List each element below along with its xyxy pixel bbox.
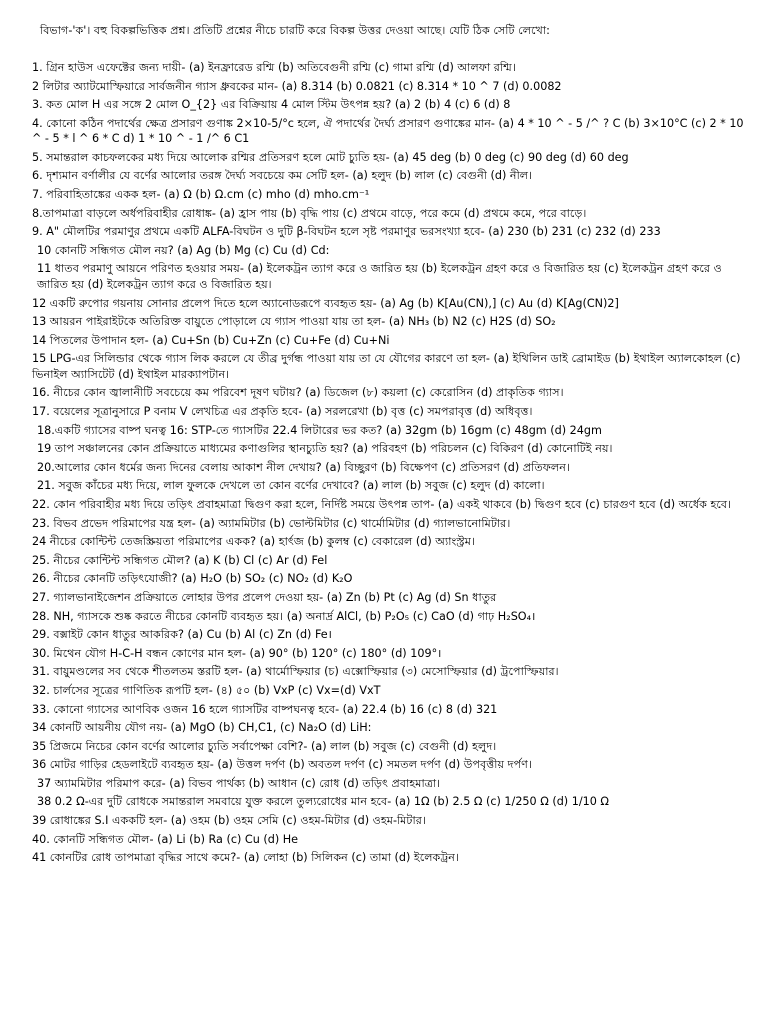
question-text: 26. নীচের কোনটি তড়িৎযোজী? (a) H₂O (b) SO₂ (c) NO₂ (d) K₂O xyxy=(32,572,353,586)
question-text: 21. সবুজ কাঁচের মধ্য দিয়ে, লাল ফুলকে দেখলে তা কোন বর্ণের দেখাবে? (a) লাল (b) সবুজ (c) হলুদ (d) কালো। xyxy=(37,479,545,493)
question-item xyxy=(32,646,754,662)
question-item xyxy=(32,794,754,810)
question-text: 34 কোনটি আয়নীয় যৌগ নয়- (a) MgO (b) CH,C1, (c) Na₂O (d) LiH: xyxy=(32,721,372,735)
question-item xyxy=(32,664,754,680)
question-text: 2 লিটার অ্যাটমোস্ফিয়ারে সার্বজনীন গ্যাস ধ্রুবকের মান- (a) 8.314 (b) 0.0821 (c) 8.314 * 10 ^ 7 (d) 0.0082 xyxy=(32,79,562,93)
question-text: 12 একটি রুপোর গয়নায় সোনার প্রলেপ দিতে হলে অ্যানোডরূপে ব্যবহৃত হয়- (a) Ag (b) K[Au(CN),] (c) Au (d) K[Ag(CN)2] xyxy=(32,296,619,310)
question-item xyxy=(32,206,754,222)
question-item xyxy=(32,739,754,755)
question-text: 17. বয়েলের সূত্রানুসারে P বনাম V লেখচিত্র এর প্রকৃতি হবে- (a) সরলরেখা (b) বৃত্ত (c) সমপরাবৃত্ত (d) অধিবৃত্ত। xyxy=(32,405,533,418)
question-text: 31. বায়ুমণ্ডলের সব থেকে শীতলতম স্তরটি হল- (a) থার্মোস্ফিয়ার (চ) এক্সোস্ফিয়ার (৩) মেসোস্ফিয়ার (d) ট্রপোস্ফিয়ার। xyxy=(32,665,559,679)
question-text: 28. NH, গ্যাসকে শুষ্ক করতে নীচের কোনটি ব্যবহৃত হয়। (a) অনার্দ্র AlCl, (b) P₂O₅ (c) CaO (d) গাঢ় H₂SO₄। xyxy=(32,609,536,623)
question-text: 39 রোধাঙ্কের S.I এককটি হল- (a) ওহম (b) ওহম সেমি (c) ওহম-মিটার (d) ওহম-মিটার। xyxy=(32,814,426,828)
question-text: 33. কোনো গ্যাসের আণবিক ওজন 16 হলে গ্যাসটির বাষ্পঘনত্ব হবে- (a) 22.4 (b) 16 (c) 8 (d) 321 xyxy=(32,702,498,716)
question-text: 32. চার্লসের সূত্রের গাণিতিক রূপটি হল- (৪) ৫০ (b) VxP (c) Vx=(d) VxT xyxy=(32,683,381,697)
question-item xyxy=(32,116,754,147)
question-item xyxy=(32,832,754,848)
question-text: 40. কোনটি সন্ধিগত মৌল- (a) Li (b) Ra (c) Cu (d) He xyxy=(32,832,299,846)
question-text: 37 অ্যামমিটার পরিমাপ করে- (a) বিভব পার্থক্য (b) আধান (c) রোধ (d) তড়িৎ প্রবাহমাত্রা। xyxy=(37,776,441,790)
question-item xyxy=(32,776,754,792)
question-item xyxy=(32,224,754,240)
question-item xyxy=(32,720,754,736)
question-item xyxy=(32,60,754,76)
question-text: 1. গ্রিন হাউস এফেক্টের জন্য দায়ী- (a) ইনফ্রারেড রশ্মি (b) অতিবেগুনী রশ্মি (c) গামা রশ্মি (d) আলফা রশ্মি। xyxy=(32,61,516,74)
question-item xyxy=(32,385,754,401)
question-text: 38 0.2 Ω-এর দুটি রোধকে সমান্তরাল সমবায়ে যুক্ত করলে তুল্যরোধের মান হবে- (a) 1Ω (b) 2.5 Ω (c) 1/250 Ω (d) 1/10 Ω xyxy=(37,795,609,809)
question-item xyxy=(32,296,754,312)
question-item xyxy=(32,97,754,113)
question-item xyxy=(32,813,754,829)
question-text: 14 পিতলের উপাদান হল- (a) Cu+Sn (b) Cu+Zn (c) Cu+Fe (d) Cu+Ni xyxy=(32,333,390,347)
question-list xyxy=(32,60,754,869)
question-item xyxy=(32,460,754,476)
question-text: 3. কত মোল H এর সঙ্গে 2 মোল O_{2} এর বিক্রিয়ায় 4 মোল স্টিম উৎপন্ন হয়? (a) 2 (b) 4 (c) 6 (d) 8 xyxy=(32,98,511,112)
question-text: 19 তাপ সঞ্চালনের কোন প্রক্রিয়াতে মাধ্যমের কণাগুলির স্থানচ্যুতি হয়? (a) পরিবহণ (b) পরিচলন (c) বিকিরণ (d) কোনোটিই নয়। xyxy=(37,442,613,456)
question-text: 6. দৃশ্যমান বর্ণালীর যে বর্ণের আলোর তরঙ্গ দৈর্ঘ্য সবচেয়ে কম সেটি হল- (a) হলুদ (b) লাল (c) বেগুনী (d) নীল। xyxy=(32,169,533,183)
question-item xyxy=(32,609,754,625)
question-item xyxy=(32,571,754,587)
question-item xyxy=(32,79,754,95)
question-item xyxy=(32,423,754,439)
question-text: 7. পরিবাহিতাঙ্কের একক হল- (a) Ω (b) Ω.cm (c) mho (d) mho.cm⁻¹ xyxy=(32,188,370,202)
question-text: 8.তাপমাত্রা বাড়লে অর্ধপরিবাহীর রোধাঙ্ক- (a) হ্রাস পায় (b) বৃদ্ধি পায় (c) প্রথমে বাড়ে, পরে কমে (d) প্রথমে কমে, পরে বাড়ে। xyxy=(32,206,587,220)
question-item xyxy=(32,683,754,699)
question-item xyxy=(32,757,754,773)
question-item xyxy=(32,243,754,259)
question-text: 23. বিভব প্রভেদ পরিমাপের যন্ত্র হল- (a) অ্যামমিটার (b) ভোল্টমিটার (c) থার্মোমিটার (d) গ্যালভানোমিটার। xyxy=(32,516,511,530)
question-text: 13 আয়রন পাইরাইটকে অতিরিক্ত বায়ুতে পোড়ালে যে গ্যাস পাওয়া যায় তা হল- (a) NH₃ (b) N2 (c) H2S (d) SO₂ xyxy=(32,315,556,329)
question-item xyxy=(32,441,754,457)
question-item xyxy=(32,187,754,203)
question-text: 4. কোনো কঠিন পদার্থের ক্ষেত্র প্রসারণ গুণাঙ্ক 2×10-5/°c হলে, ঐ পদার্থের দৈর্ঘ্য প্রসারণ গুণাঙ্কের মান- (a) 4 * 10 ^ - 5 /^ ? C (b) 3×10°C (c) 2 * 10 ^ - 5 * l ^ 6 * C d) 1 * 10 ^ - 1 /^ 6 C1 xyxy=(32,116,744,146)
question-item xyxy=(32,627,754,643)
question-item xyxy=(32,478,754,494)
question-text: 18.একটি গ্যাসের বাষ্প ঘনত্ব 16: STP-তে গ্যাসটির 22.4 লিটারের ভর কত? (a) 32gm (b) 16gm (c) 48gm (d) 24gm xyxy=(37,423,602,437)
question-item xyxy=(32,150,754,166)
question-item xyxy=(32,168,754,184)
question-text: 9. A" মৌলটির পরমাণুর প্রথমে একটি ALFA-বিঘটন ও দুটি β-বিঘটন হলে সৃষ্ট পরমাণুর ভরসংখ্যা হবে- (a) 230 (b) 231 (c) 232 (d) 233 xyxy=(32,225,661,239)
question-text: 24 নীচের কোন্টিন্ট তেজস্ক্রিয়তা পরিমাপের একক? (a) হার্ৎজ (b) কুলম্ব (c) বেকারেল (d) অ্যাংস্ট্রম। xyxy=(32,535,475,549)
question-item xyxy=(32,850,754,866)
question-text: 25. নীচের কোন্টিন্ট সন্ধিগত মৌল? (a) K (b) Cl (c) Ar (d) Fel xyxy=(32,553,328,567)
question-item xyxy=(32,516,754,532)
question-item xyxy=(32,404,754,420)
question-text: 16. নীচের কোন জ্বালানীটি সবচেয়ে কম পরিবেশ দূষণ ঘটায়? (a) ডিজেল (৮) কয়লা (c) কেরোসিন (d) প্রাকৃতিক গ্যাস। xyxy=(32,386,564,400)
question-item xyxy=(32,534,754,550)
section-header: বিভাগ-'ক'। বহু বিকল্পভিত্তিক প্রশ্ন। প্রতিটি প্রশ্নের নীচে চারটি করে বিকল্প উত্তর দেওয়া আছে। যেটি ঠিক সেটি লেখো: xyxy=(40,24,550,37)
question-item xyxy=(32,702,754,718)
question-text: 15 LPG-এর সিলিন্ডার থেকে গ্যাস লিক করলে যে তীব্র দুর্গন্ধ পাওয়া যায় তা যে যৌগের কারণে তা হল- (a) ইথিলিন ডাই ব্রোমাইড (b) ইথাইল অ্যালকোহল (c) ভিনাইল অ্যাসিটেট (d) ইথাইল মারক্যাপটান। xyxy=(32,352,741,381)
question-text: 27. গ্যালভানাইজেশন প্রক্রিয়াতে লোহার উপর প্রলেপ দেওয়া হয়- (a) Zn (b) Pt (c) Ag (d) Sn ধাতুর xyxy=(32,590,497,604)
question-item xyxy=(32,497,754,513)
question-text: 11 ধাতব পরমাণু আয়নে পরিণত হওয়ার সময়- (a) ইলেকট্রন ত্যাগ করে ও জারিত হয় (b) ইলেকট্রন গ্রহণ করে ও বিজারিত হয় (c) ইলেকট্রন গ্রহণ করে ও জারিত হয় (d) ইলেকট্রন ত্যাগ করে ও বিজারিত হয়। xyxy=(37,262,722,291)
question-item xyxy=(32,590,754,606)
question-text: 41 কোনটির রোধ তাপমাত্রা বৃদ্ধির সাথে কমে?- (a) লোহা (b) সিলিকন (c) তামা (d) ইলেকট্রন। xyxy=(32,851,459,865)
question-item xyxy=(32,333,754,349)
question-item xyxy=(32,553,754,569)
question-text: 30. মিথেন যৌগ H-C-H বন্ধন কোণের মান হল- (a) 90° (b) 120° (c) 180° (d) 109°। xyxy=(32,646,442,660)
question-text: 29. বক্সাইট কোন ধাতুর আকরিক? (a) Cu (b) Al (c) Zn (d) Fe। xyxy=(32,628,332,642)
question-text: 22. কোন পরিবাহীর মধ্য দিয়ে তড়িৎ প্রবাহমাত্রা দ্বিগুণ করা হলে, নির্দিষ্ট সময়ে উৎপন্ন তাপ- (a) একই থাকবে (b) দ্বিগুণ হবে (c) চারগুণ হবে (d) অর্ধেক হবে। xyxy=(32,497,732,511)
question-text: 5. সমান্তরাল কাচফলকের মধ্য দিয়ে আলোক রশ্মির প্রতিসরণ হলে মোট চ্যুতি হয়- (a) 45 deg (b) 0 deg (c) 90 deg (d) 60 deg xyxy=(32,150,629,164)
question-item xyxy=(32,351,754,382)
question-text: 35 প্রিজমে নিচের কোন বর্ণের আলোর চ্যুতি সর্বাপেক্ষা বেশি?- (a) লাল (b) সবুজ (c) বেগুনী (d) হলুদ। xyxy=(32,739,497,753)
question-text: 36 মোটর গাড়ির হেডলাইটে ব্যবহৃত হয়- (a) উত্তল দর্পণ (b) অবতল দর্পণ (c) সমতল দর্পণ (d) উপবৃত্তীয় দর্পণ। xyxy=(32,758,532,772)
question-item xyxy=(32,314,754,330)
question-item xyxy=(32,261,754,292)
question-text: 10 কোনটি সন্ধিগত মৌল নয়? (a) Ag (b) Mg (c) Cu (d) Cd: xyxy=(37,243,330,257)
question-text: 20.আলোর কোন ধর্মের জন্য দিনের বেলায় আকাশ নীল দেখায়? (a) বিচ্ছুরণ (b) বিক্ষেপণ (c) প্রতিসরণ (d) প্রতিফলন। xyxy=(37,460,570,474)
